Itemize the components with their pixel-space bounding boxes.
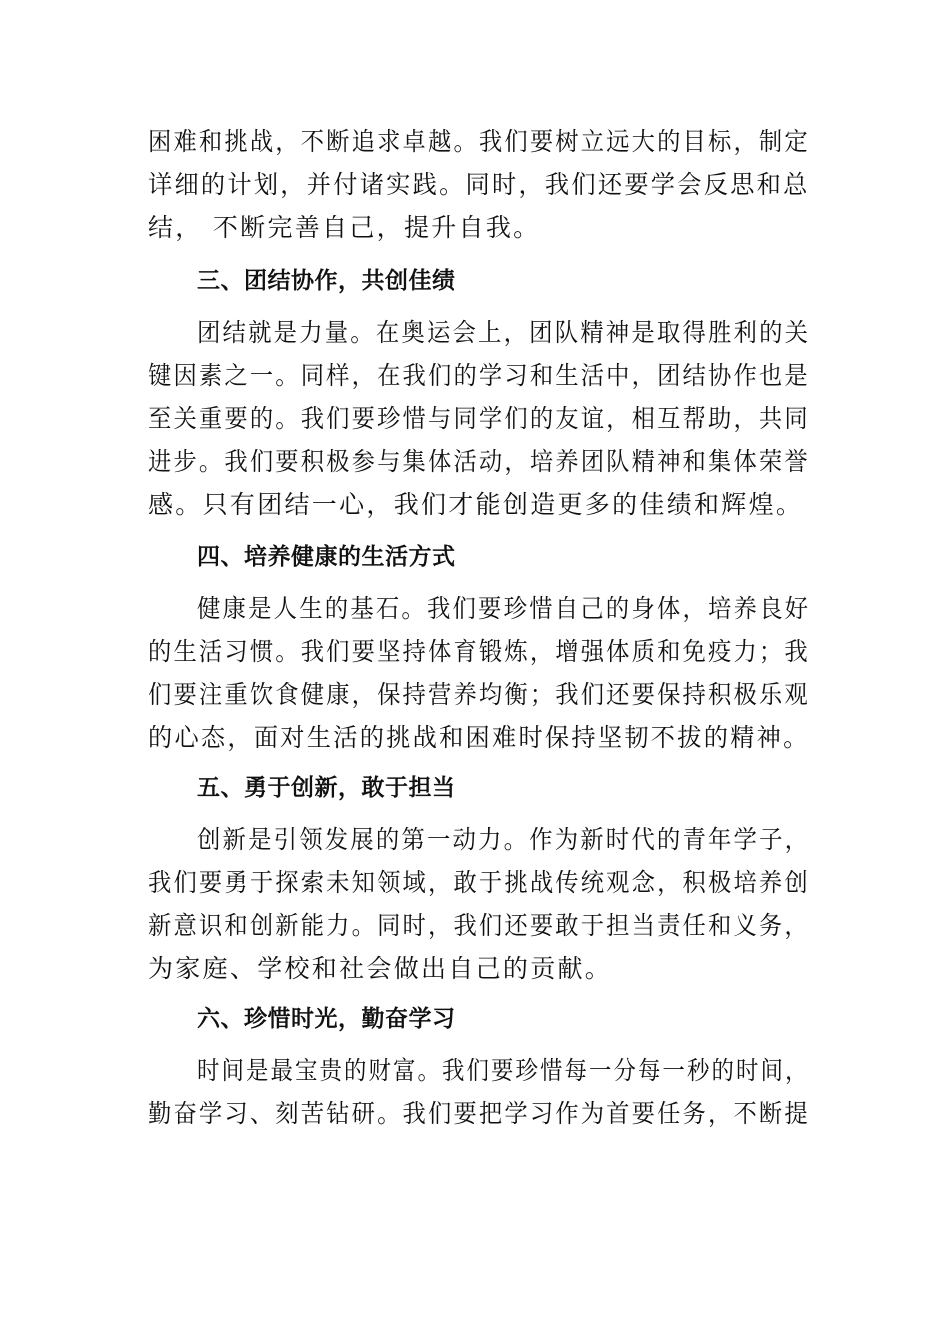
- paragraph-line: 键因素之一。同样，在我们的学习和生活中，团结协作也是: [148, 361, 810, 390]
- paragraph-line: 新意识和创新能力。同时，我们还要敢于担当责任和义务，: [148, 911, 810, 940]
- paragraph-line: 们要注重饮食健康，保持营养均衡；我们还要保持积极乐观: [148, 680, 810, 709]
- paragraph-line: 至关重要的。我们要珍惜与同学们的友谊，相互帮助，共同: [148, 404, 810, 433]
- paragraph-line: 健康是人生的基石。我们要珍惜自己的身体，培养良好: [197, 594, 811, 623]
- paragraph-line: 创新是引领发展的第一动力。作为新时代的青年学子，: [197, 825, 811, 854]
- paragraph-line: 感。只有团结一心，我们才能创造更多的佳绩和辉煌。: [148, 490, 804, 519]
- paragraph-line: 我们要勇于探索未知领域，敢于挑战传统观念，积极培养创: [148, 868, 810, 897]
- paragraph-line: 的生活习惯。我们要坚持体育锻炼，增强体质和免疫力；我: [148, 637, 810, 666]
- paragraph-line: 为家庭、学校和社会做出自己的贡献。: [148, 954, 613, 983]
- paragraph-line: 勤奋学习、刻苦钻研。我们要把学习作为首要任务，不断提: [148, 1099, 810, 1128]
- section-heading: 四、培养健康的生活方式: [197, 544, 456, 570]
- paragraph-line: 时间是最宝贵的财富。我们要珍惜每一分每一秒的时间，: [197, 1056, 810, 1085]
- paragraph-line: 的心态，面对生活的挑战和困难时保持坚韧不拔的精神。: [148, 723, 810, 752]
- section-heading: 六、珍惜时光，勤奋学习: [197, 1006, 456, 1032]
- paragraph-line: 团结就是力量。在奥运会上，团队精神是取得胜利的关: [197, 318, 811, 347]
- section-heading: 三、团结协作，共创佳绩: [197, 268, 456, 294]
- paragraph-line: 结， 不断完善自己，提升自我。: [148, 213, 541, 242]
- paragraph-line: 进步。我们要积极参与集体活动，培养团队精神和集体荣誉: [148, 447, 810, 476]
- paragraph-line: 详细的计划，并付诸实践。同时，我们还要学会反思和总: [148, 170, 810, 199]
- section-heading: 五、勇于创新，敢于担当: [197, 775, 456, 801]
- paragraph-line: 困难和挑战，不断追求卓越。我们要树立远大的目标，制定: [148, 127, 810, 156]
